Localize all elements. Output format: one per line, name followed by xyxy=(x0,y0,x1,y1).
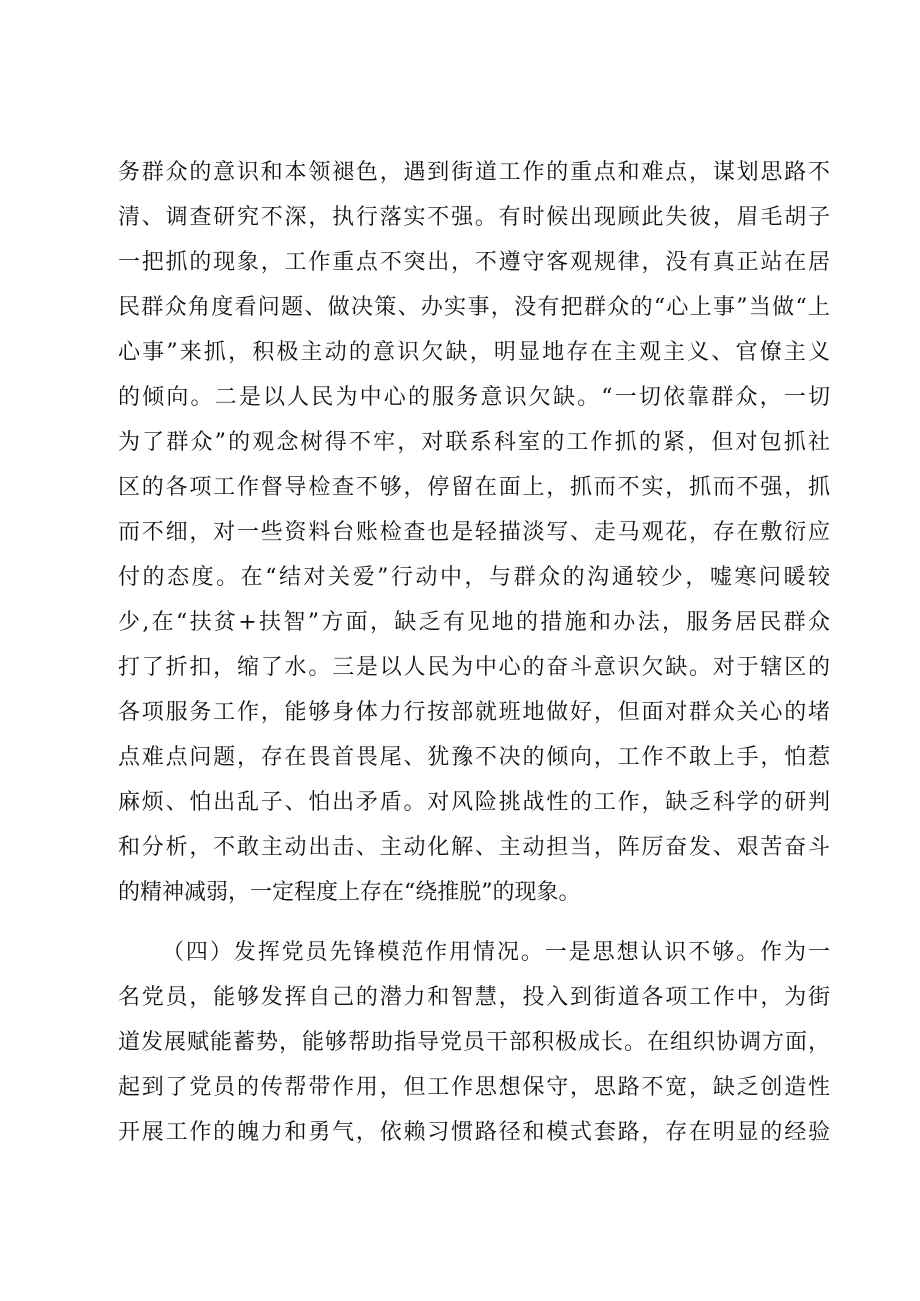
text-line: 的精神减弱，一定程度上存在“绕推脱”的现象。 xyxy=(118,880,581,905)
text-line: 点难点问题，存在畏首畏尾、犹豫不决的倾向，工作不敢上手，怕惹 xyxy=(118,745,830,770)
text-line: 和分析，不敢主动出击、主动化解、主动担当，阵厉奋发、艰苦奋斗 xyxy=(118,835,830,860)
text-line: 付的态度。在“结对关爱”行动中，与群众的沟通较少，嘘寒问暖较 xyxy=(118,565,830,590)
text-line: 少,在“扶贫+扶智”方面，缺乏有见地的措施和办法，服务居民群众 xyxy=(118,610,830,635)
text-line: 清、调查研究不深，执行落实不强。有时候出现顾此失彼，眉毛胡子 xyxy=(118,205,830,230)
paragraph-party-member-role xyxy=(118,930,830,1155)
paragraph-service-awareness xyxy=(118,150,830,915)
text-line: 心事”来抓，积极主动的意识欠缺，明显地存在主观主义、官僚主义 xyxy=(118,340,830,365)
text-line: 一把抓的现象，工作重点不突出，不遵守客观规律，没有真正站在居 xyxy=(118,250,830,275)
text-line: 开展工作的魄力和勇气，依赖习惯路径和模式套路，存在明显的经验 xyxy=(118,1120,830,1145)
text-line: 麻烦、怕出乱子、怕出矛盾。对风险挑战性的工作，缺乏科学的研判 xyxy=(118,790,830,815)
text-line: 民群众角度看问题、做决策、办实事，没有把群众的“心上事”当做“上 xyxy=(118,295,830,320)
text-line: 起到了党员的传帮带作用，但工作思想保守，思路不宽，缺乏创造性 xyxy=(118,1075,830,1100)
text-line: 区的各项工作督导检查不够，停留在面上，抓而不实，抓而不强，抓 xyxy=(118,475,830,500)
text-line: 的倾向。二是以人民为中心的服务意识欠缺。“一切依靠群众，一切 xyxy=(118,385,830,410)
section-heading-line: （四）发挥党员先锋模范作用情况。一是思想认识不够。作为一 xyxy=(162,940,830,965)
text-line: 各项服务工作，能够身体力行按部就班地做好，但面对群众关心的堵 xyxy=(118,700,830,725)
text-line: 名党员，能够发挥自己的潜力和智慧，投入到街道各项工作中，为街 xyxy=(118,985,830,1010)
text-line: 而不细，对一些资料台账检查也是轻描淡写、走马观花，存在敷衍应 xyxy=(118,520,830,545)
text-line: 打了折扣，缩了水。三是以人民为中心的奋斗意识欠缺。对于辖区的 xyxy=(118,655,830,680)
text-line: 为了群众”的观念树得不牢，对联系科室的工作抓的紧，但对包抓社 xyxy=(118,430,830,455)
text-line: 道发展赋能蓄势，能够帮助指导党员干部积极成长。在组织协调方面， xyxy=(118,1030,830,1055)
text-line: 务群众的意识和本领褪色，遇到街道工作的重点和难点，谋划思路不 xyxy=(118,160,830,185)
